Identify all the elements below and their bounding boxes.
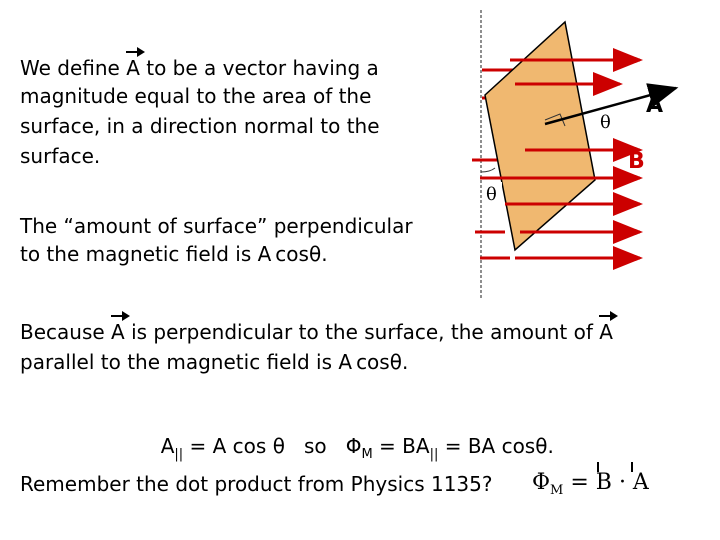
theta-label-left: θ: [486, 184, 497, 205]
vector-a-symbol: A: [126, 56, 140, 80]
eq-phi: Φ: [345, 434, 362, 458]
para3-text-a: Because: [20, 320, 112, 344]
eq-part1: = A cos θ so: [183, 434, 346, 458]
para1-line2: magnitude equal to the area of the: [20, 84, 372, 108]
theta-arc: [481, 168, 495, 172]
label-a: A: [646, 93, 664, 118]
remember-text: Remember the dot product from Physics 1135?: [20, 472, 493, 496]
label-b: B: [628, 149, 645, 174]
para1-line3: surface, in a direction normal to the: [20, 114, 380, 138]
formula-phi: Φ: [532, 470, 551, 495]
para3-text-b: is perpendicular to the surface, the amount of: [124, 320, 600, 344]
formula-m-sub: M: [550, 483, 564, 498]
para1-line4: surface.: [20, 144, 101, 168]
eq-part3: = BA cosθ.: [438, 434, 554, 458]
eq-parallel-sub2: ||: [429, 447, 439, 462]
eq-a: A: [160, 434, 175, 458]
para3-line2: parallel to the magnetic field is A cosθ.: [20, 350, 409, 374]
theta-label-right: θ: [600, 112, 611, 133]
para1-text-b: to be a vector having a: [139, 56, 379, 80]
vector-a-symbol: A: [111, 320, 125, 344]
eq-parallel-sub: ||: [174, 447, 184, 462]
eq-m-sub: M: [361, 447, 373, 462]
para2-line2: to the magnetic field is A cosθ.: [20, 242, 328, 266]
vector-a-symbol: A: [599, 320, 613, 344]
formula-rhs: = B · A: [570, 470, 649, 495]
para1-text-a: We define: [20, 56, 127, 80]
eq-part2: = BA: [372, 434, 430, 458]
surface-plate: [485, 22, 595, 250]
para2-line1: The “amount of surface” perpendicular: [20, 214, 413, 238]
